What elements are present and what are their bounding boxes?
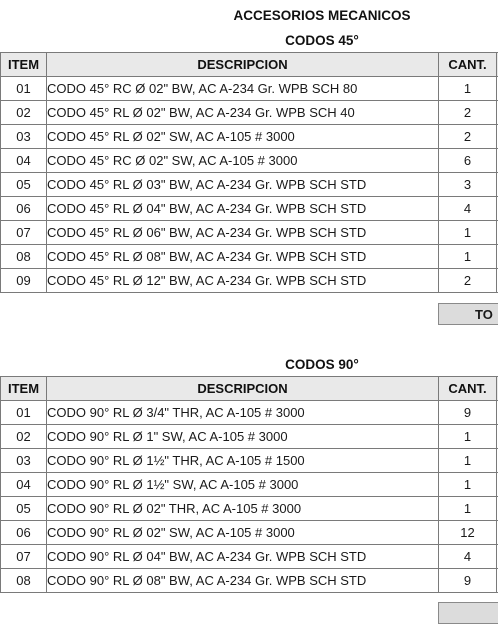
cell-cant: 4 bbox=[439, 197, 497, 221]
cell-descripcion: CODO 45° RC Ø 02" BW, AC A-234 Gr. WPB SCH 80 bbox=[47, 77, 439, 101]
cell-cant: 9 bbox=[439, 401, 497, 425]
table-body bbox=[1, 401, 498, 593]
cell-descripcion: CODO 90° RL Ø 1½" THR, AC A-105 # 1500 bbox=[47, 449, 439, 473]
cell-cant: 2 bbox=[439, 269, 497, 293]
cell-item: 03 bbox=[1, 449, 47, 473]
cell-item: 03 bbox=[1, 125, 47, 149]
table-row bbox=[1, 497, 498, 521]
cell-descripcion: CODO 45° RL Ø 06" BW, AC A-234 Gr. WPB SCH STD bbox=[47, 221, 439, 245]
cell-item: 07 bbox=[1, 545, 47, 569]
cell-item: 04 bbox=[1, 473, 47, 497]
cell-cant: 2 bbox=[439, 101, 497, 125]
cell-descripcion: CODO 45° RC Ø 02" SW, AC A-105 # 3000 bbox=[47, 149, 439, 173]
table-row bbox=[1, 197, 498, 221]
header-descripcion: DESCRIPCION bbox=[47, 377, 439, 401]
table-row bbox=[1, 77, 498, 101]
cell-descripcion: CODO 90° RL Ø 1" SW, AC A-105 # 3000 bbox=[47, 425, 439, 449]
cell-descripcion: CODO 90° RL Ø 08" BW, AC A-234 Gr. WPB SCH STD bbox=[47, 569, 439, 593]
header-item: ITEM bbox=[1, 377, 47, 401]
cell-descripcion: CODO 90° RL Ø 1½" SW, AC A-105 # 3000 bbox=[47, 473, 439, 497]
table-row bbox=[1, 245, 498, 269]
table-header-row bbox=[1, 53, 498, 77]
table-row bbox=[1, 521, 498, 545]
table-row bbox=[1, 401, 498, 425]
document-title: ACCESORIOS MECANICOS bbox=[72, 8, 498, 23]
table-row bbox=[1, 269, 498, 293]
cell-cant: 1 bbox=[439, 497, 497, 521]
table-row bbox=[1, 569, 498, 593]
cell-item: 01 bbox=[1, 401, 47, 425]
cell-descripcion: CODO 45° RL Ø 02" SW, AC A-105 # 3000 bbox=[47, 125, 439, 149]
table-row bbox=[1, 425, 498, 449]
total-box-cut bbox=[438, 602, 498, 624]
cell-descripcion: CODO 45° RL Ø 02" BW, AC A-234 Gr. WPB SCH 40 bbox=[47, 101, 439, 125]
table-header-row bbox=[1, 377, 498, 401]
total-label-box: TO bbox=[438, 303, 498, 325]
header-descripcion: DESCRIPCION bbox=[47, 53, 439, 77]
cell-item: 06 bbox=[1, 197, 47, 221]
cell-item: 04 bbox=[1, 149, 47, 173]
cell-cant: 1 bbox=[439, 473, 497, 497]
cell-cant: 12 bbox=[439, 521, 497, 545]
cell-item: 02 bbox=[1, 101, 47, 125]
table-row bbox=[1, 449, 498, 473]
cell-cant: 6 bbox=[439, 149, 497, 173]
cell-item: 08 bbox=[1, 569, 47, 593]
cell-descripcion: CODO 45° RL Ø 04" BW, AC A-234 Gr. WPB SCH STD bbox=[47, 197, 439, 221]
header-cant: CANT. bbox=[439, 377, 497, 401]
cell-item: 08 bbox=[1, 245, 47, 269]
cell-item: 01 bbox=[1, 77, 47, 101]
table-codos-45 bbox=[0, 52, 498, 293]
cell-cant: 1 bbox=[439, 425, 497, 449]
cell-cant: 2 bbox=[439, 125, 497, 149]
table-row bbox=[1, 125, 498, 149]
section-title-codos-90: CODOS 90° bbox=[72, 357, 498, 372]
cell-cant: 1 bbox=[439, 221, 497, 245]
cell-item: 05 bbox=[1, 173, 47, 197]
cell-item: 06 bbox=[1, 521, 47, 545]
cell-cant: 1 bbox=[439, 449, 497, 473]
table-row bbox=[1, 149, 498, 173]
table-codos-90 bbox=[0, 376, 498, 593]
cell-cant: 4 bbox=[439, 545, 497, 569]
table-row bbox=[1, 221, 498, 245]
cell-item: 09 bbox=[1, 269, 47, 293]
cell-item: 05 bbox=[1, 497, 47, 521]
section-title-codos-45: CODOS 45° bbox=[72, 33, 498, 48]
header-item: ITEM bbox=[1, 53, 47, 77]
table-row bbox=[1, 545, 498, 569]
cell-descripcion: CODO 90° RL Ø 02" THR, AC A-105 # 3000 bbox=[47, 497, 439, 521]
cell-descripcion: CODO 90° RL Ø 3/4" THR, AC A-105 # 3000 bbox=[47, 401, 439, 425]
cell-descripcion: CODO 90° RL Ø 04" BW, AC A-234 Gr. WPB SCH STD bbox=[47, 545, 439, 569]
cell-item: 07 bbox=[1, 221, 47, 245]
cell-cant: 3 bbox=[439, 173, 497, 197]
cell-cant: 9 bbox=[439, 569, 497, 593]
table-row bbox=[1, 101, 498, 125]
table-row bbox=[1, 173, 498, 197]
cell-descripcion: CODO 90° RL Ø 02" SW, AC A-105 # 3000 bbox=[47, 521, 439, 545]
cell-descripcion: CODO 45° RL Ø 08" BW, AC A-234 Gr. WPB SCH STD bbox=[47, 245, 439, 269]
cell-item: 02 bbox=[1, 425, 47, 449]
cell-descripcion: CODO 45° RL Ø 12" BW, AC A-234 Gr. WPB SCH STD bbox=[47, 269, 439, 293]
header-cant: CANT. bbox=[439, 53, 497, 77]
cell-cant: 1 bbox=[439, 77, 497, 101]
cell-descripcion: CODO 45° RL Ø 03" BW, AC A-234 Gr. WPB SCH STD bbox=[47, 173, 439, 197]
table-body bbox=[1, 77, 498, 293]
table-row bbox=[1, 473, 498, 497]
cell-cant: 1 bbox=[439, 245, 497, 269]
